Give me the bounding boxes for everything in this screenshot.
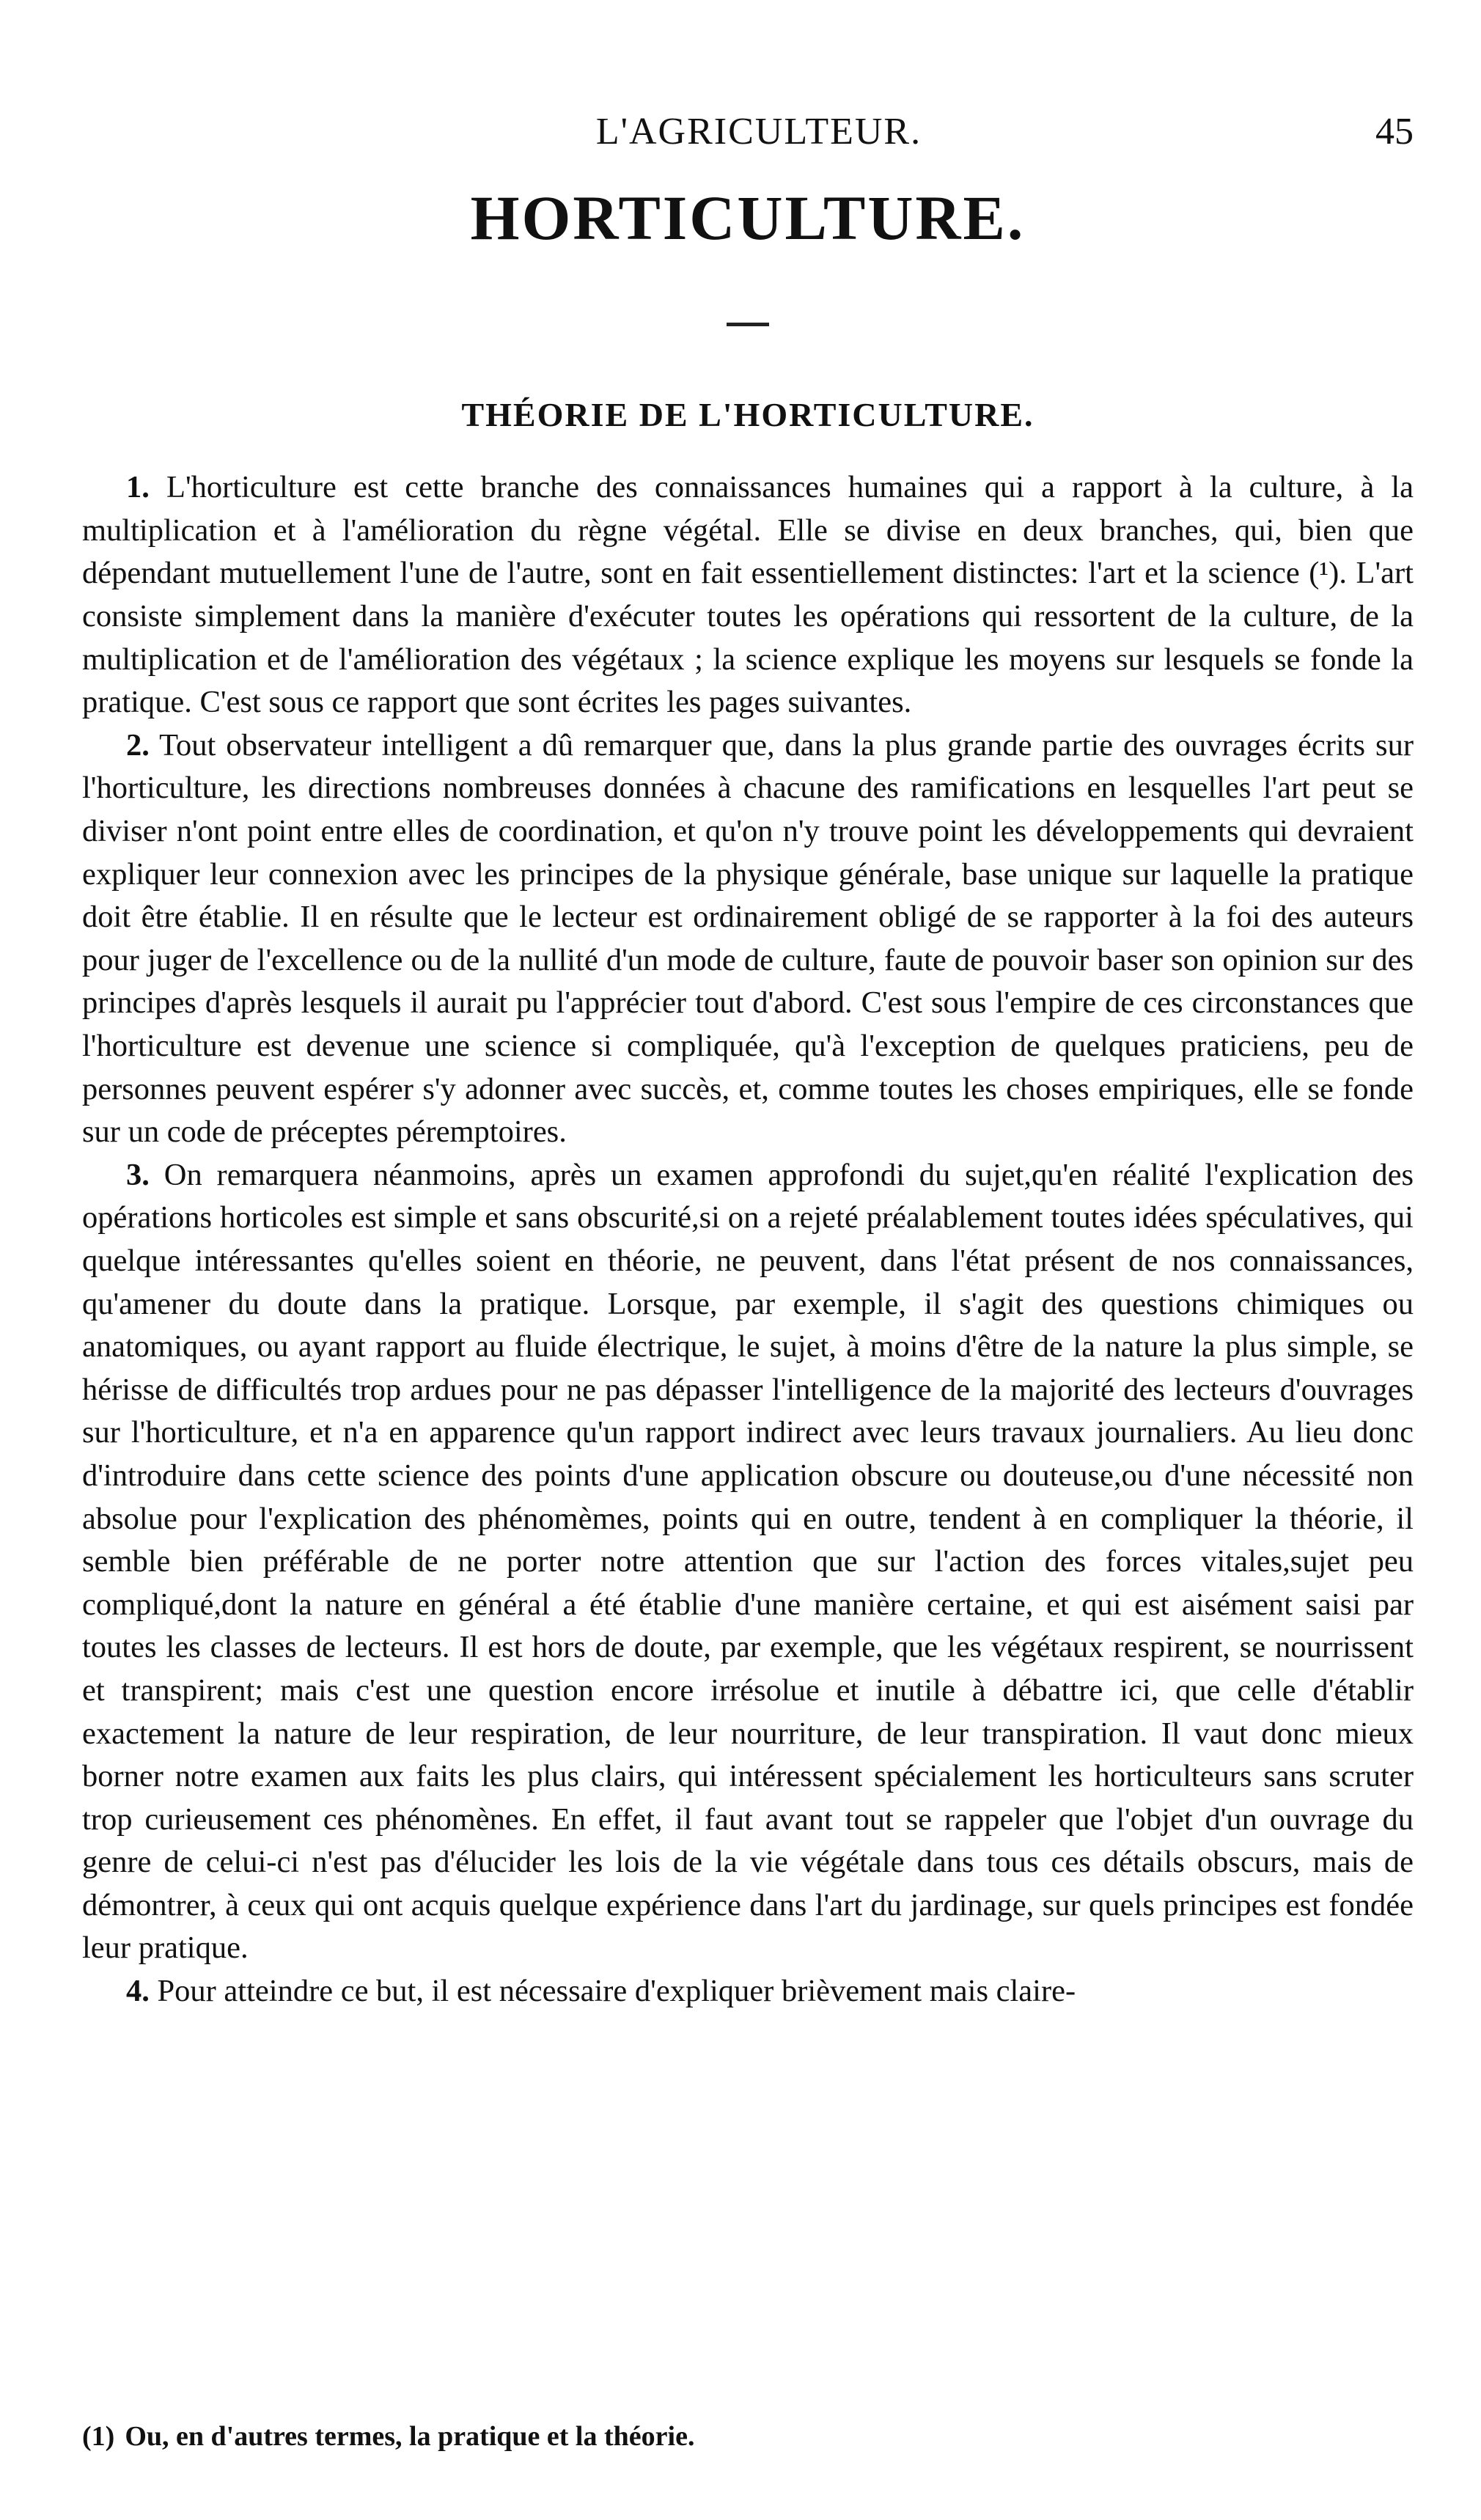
paragraph-4 [82, 1970, 1414, 2013]
footnote [82, 2418, 1414, 2455]
paragraph-number: 1. [126, 470, 150, 505]
section-title: HORTICULTURE. [470, 183, 1026, 253]
page-number: 45 [1375, 111, 1414, 153]
paragraph-number: 2. [126, 727, 150, 763]
paragraph-text: On remarquera néanmoins, après un examen approfondi du sujet,qu'en réalité l'explication des opérations horticoles est simple et sans obscurité,si on a rejeté préalablement toutes idées spéculatives, qui quelque intéressantes qu'elles soient en théorie, ne peuvent, dans l'état présent de nos connaissances, qu'amener du doute dans la pratique. Lorsque, par exemple, il s'agit des questions chimiques ou anatomiques, ou ayant rapport au fluide électrique, le sujet, à moins d'être de la nature la plus simple, se hérisse de difficultés trop ardues pour ne pas dépasser l'intelligence de la majorité des lecteurs d'ouvrages sur l'horticulture, et n'a en apparence qu'un rapport indirect avec leurs travaux journaliers. Au lieu donc d'introduire dans cette science des points d'une application obscure ou douteuse,ou d'une nécessité non absolue pour l'explication des phénomèmes, points qui en outre, tendent à en compliquer la théorie, il semble bien préférable de ne porter notre attention que sur l'action des forces vitales,sujet peu compliqué,dont la nature en général a été établie d'une manière certaine, et qui est aisément saisi par toutes les classes de lecteurs. Il est hors de doute, par exemple, que les végétaux respirent, se nourrissent et transpirent; mais c'est une question encore irrésolue et inutile à débattre ici, que celle d'établir exactement la nature de leur respiration, de leur nourriture, de leur transpiration. Il vaut donc mieux borner notre examen aux faits les plus clairs, qui intéressent spécialement les horticulteurs sans scruter trop curieusement ces phénomènes. En effet, il faut avant tout se rappeler que l'objet d'un ouvrage du genre de celui-ci n'est pas d'élucider les lois de la vie végétale dans tous ces détails obscurs, mais de démontrer, à ceux qui ont acquis quelque expérience dans l'art du jardinage, sur quels principes est fondée leur pratique. [82, 1157, 1414, 1966]
footnote-mark: (1) [82, 2421, 115, 2452]
paragraph-2 [82, 724, 1414, 1154]
running-title: L'AGRICULTEUR. [595, 111, 922, 153]
paragraph-number: 3. [126, 1157, 150, 1192]
paragraph-text: L'horticulture est cette branche des connaissances humaines qui a rapport à la culture, à la multiplication et à l'amélioration du règne végétal. Elle se divise en deux branches, qui, bien que dépendant mutuellement l'une de l'autre, sont en fait essentiellement distinctes: l'art et la science (¹). L'art consiste simplement dans la manière d'exécuter toutes les opérations qui ressortent de la culture, de la multiplication et de l'amélioration des végétaux ; la science explique les moyens sur lesquels se fonde la pratique. C'est sous ce rapport que sont écrites les pages suivantes. [82, 470, 1414, 720]
paragraph-text: Pour atteindre ce but, il est nécessaire d'expliquer brièvement mais claire- [157, 1974, 1076, 2009]
paragraph-text: Tout observateur intelligent a dû remarquer que, dans la plus grande partie des ouvrages écrits sur l'horticulture, les directions nombreuses données à chacune des ramifications en lesquelles l'art peut se diviser n'ont point entre elles de coordination, et qu'on n'y trouve point les développements qui devraient expliquer leur connexion avec les principes de la physique générale, base unique sur laquelle la pratique doit être établie. Il en résulte que le lecteur est ordinairement obligé de se rapporter à la foi des auteurs pour juger de l'excellence ou de la nullité d'un mode de culture, faute de pouvoir baser son opinion sur des principes d'après lesquels il aurait pu l'apprécier tout d'abord. C'est sous l'empire de ces circonstances que l'horticulture est devenue une science si compliquée, qu'à l'exception de quelques praticiens, peu de personnes peuvent espérer s'y adonner avec succès, et, comme toutes les choses empiriques, elle se fonde sur un code de préceptes péremptoires. [82, 727, 1414, 1150]
subsection-title: THÉORIE DE L'HORTICULTURE. [461, 396, 1035, 434]
paragraph-1 [82, 466, 1414, 724]
footnote-text: Ou, en d'autres termes, la pratique et la théorie. [125, 2421, 695, 2452]
page-body [82, 110, 1414, 2013]
paragraph-3 [82, 1154, 1414, 1970]
running-header [82, 110, 1414, 169]
title-rule [727, 323, 769, 326]
paragraph-number: 4. [126, 1974, 150, 2009]
